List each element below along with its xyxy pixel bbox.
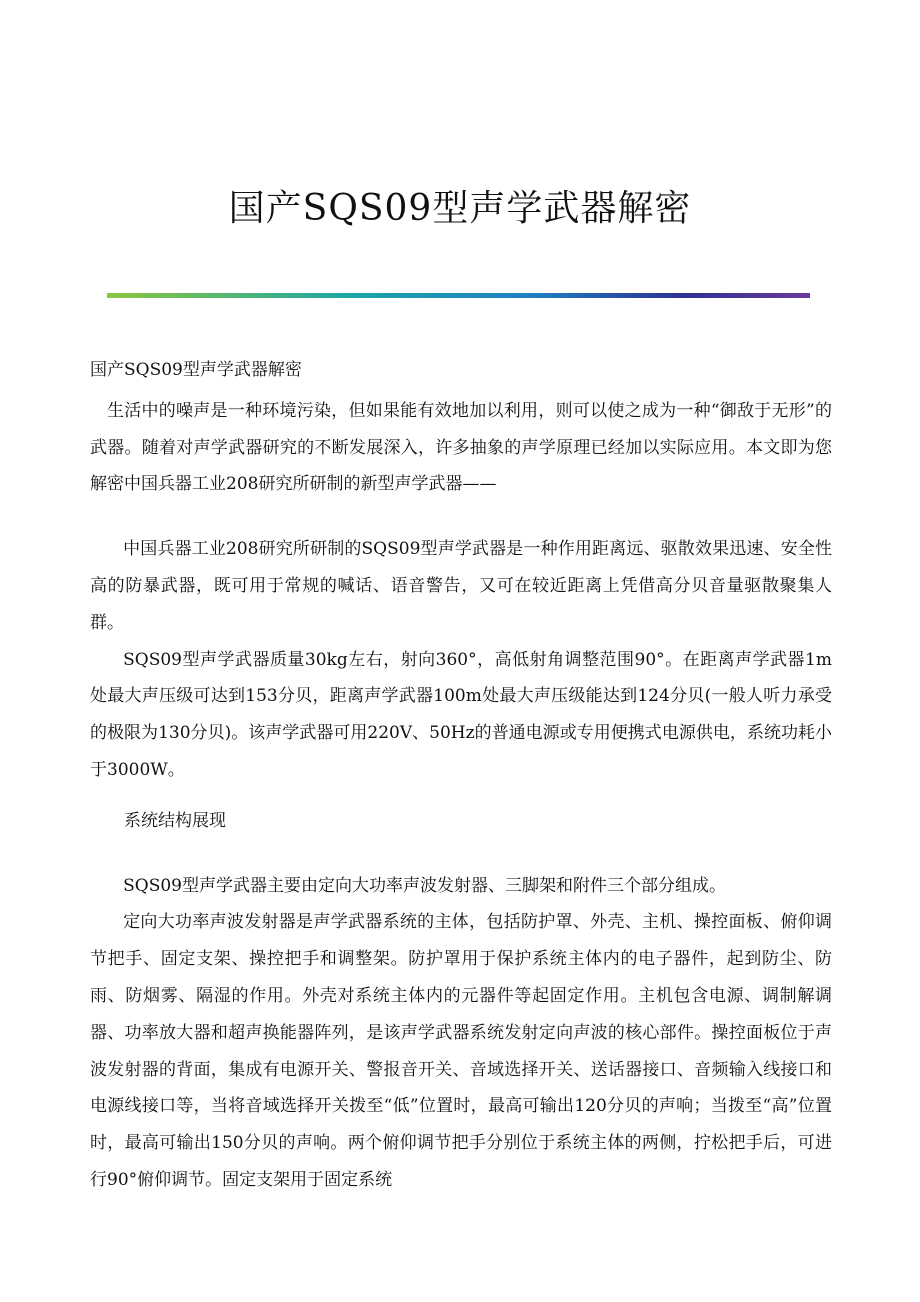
paragraph: SQS09型声学武器主要由定向大功率声波发射器、三脚架和附件三个部分组成。 bbox=[123, 875, 726, 896]
section-heading: 系统结构展现 bbox=[124, 810, 226, 831]
paragraph: 生活中的噪声是一种环境污染，但如果能有效地加以利用，则可以使之成为一种“御敌于无形”的武器。随着对声学武器研究的不断发展深入，许多抽象的声学原理已经加以实际应用。本文即为您解密中国兵器工业208研究所研制的新型声学武器—— bbox=[90, 400, 832, 495]
paragraph: SQS09型声学武器质量30kg左右，射向360°，高低射角调整范围90°。在距离声学武器1m处最大声压级可达到153分贝，距离声学武器100m处最大声压级能达到124分贝(一般人听力承受的极限为130分贝)。该声学武器可用220V、50Hz的普通电源或专用便携式电源供电，系统功耗小于3000W。 bbox=[90, 649, 832, 780]
paragraph: 中国兵器工业208研究所研制的SQS09型声学武器是一种作用距离远、驱散效果迅速、安全性高的防暴武器，既可用于常规的喊话、语音警告，又可在较近距离上凭借高分贝音量驱散聚集人群。 bbox=[90, 539, 832, 633]
gradient-divider bbox=[107, 293, 810, 298]
document-title: 国产SQS09型声学武器解密 bbox=[228, 188, 692, 229]
document-body bbox=[90, 352, 832, 1199]
document-subtitle: 国产SQS09型声学武器解密 bbox=[90, 360, 302, 380]
paragraph: 定向大功率声波发射器是声学武器系统的主体，包括防护罩、外壳、主机、操控面板、俯仰调节把手、固定支架、操控把手和调整架。防护罩用于保护系统主体内的电子器件，起到防尘、防雨、防烟雾、隔湿的作用。外壳对系统主体内的元器件等起固定作用。主机包含电源、调制解调器、功率放大器和超声换能器阵列，是该声学武器系统发射定向声波的核心部件。操控面板位于声波发射器的背面，集成有电源开关、警报音开关、音域选择开关、送话器接口、音频输入线接口和电源线接口等，当将音域选择开关拨至“低”位置时，最高可输出120分贝的声响；当拨至“高”位置时，最高可输出150分贝的声响。两个俯仰调节把手分别位于系统主体的两侧，拧松把手后，可进行90°俯仰调节。固定支架用于固定系统 bbox=[90, 912, 832, 1190]
